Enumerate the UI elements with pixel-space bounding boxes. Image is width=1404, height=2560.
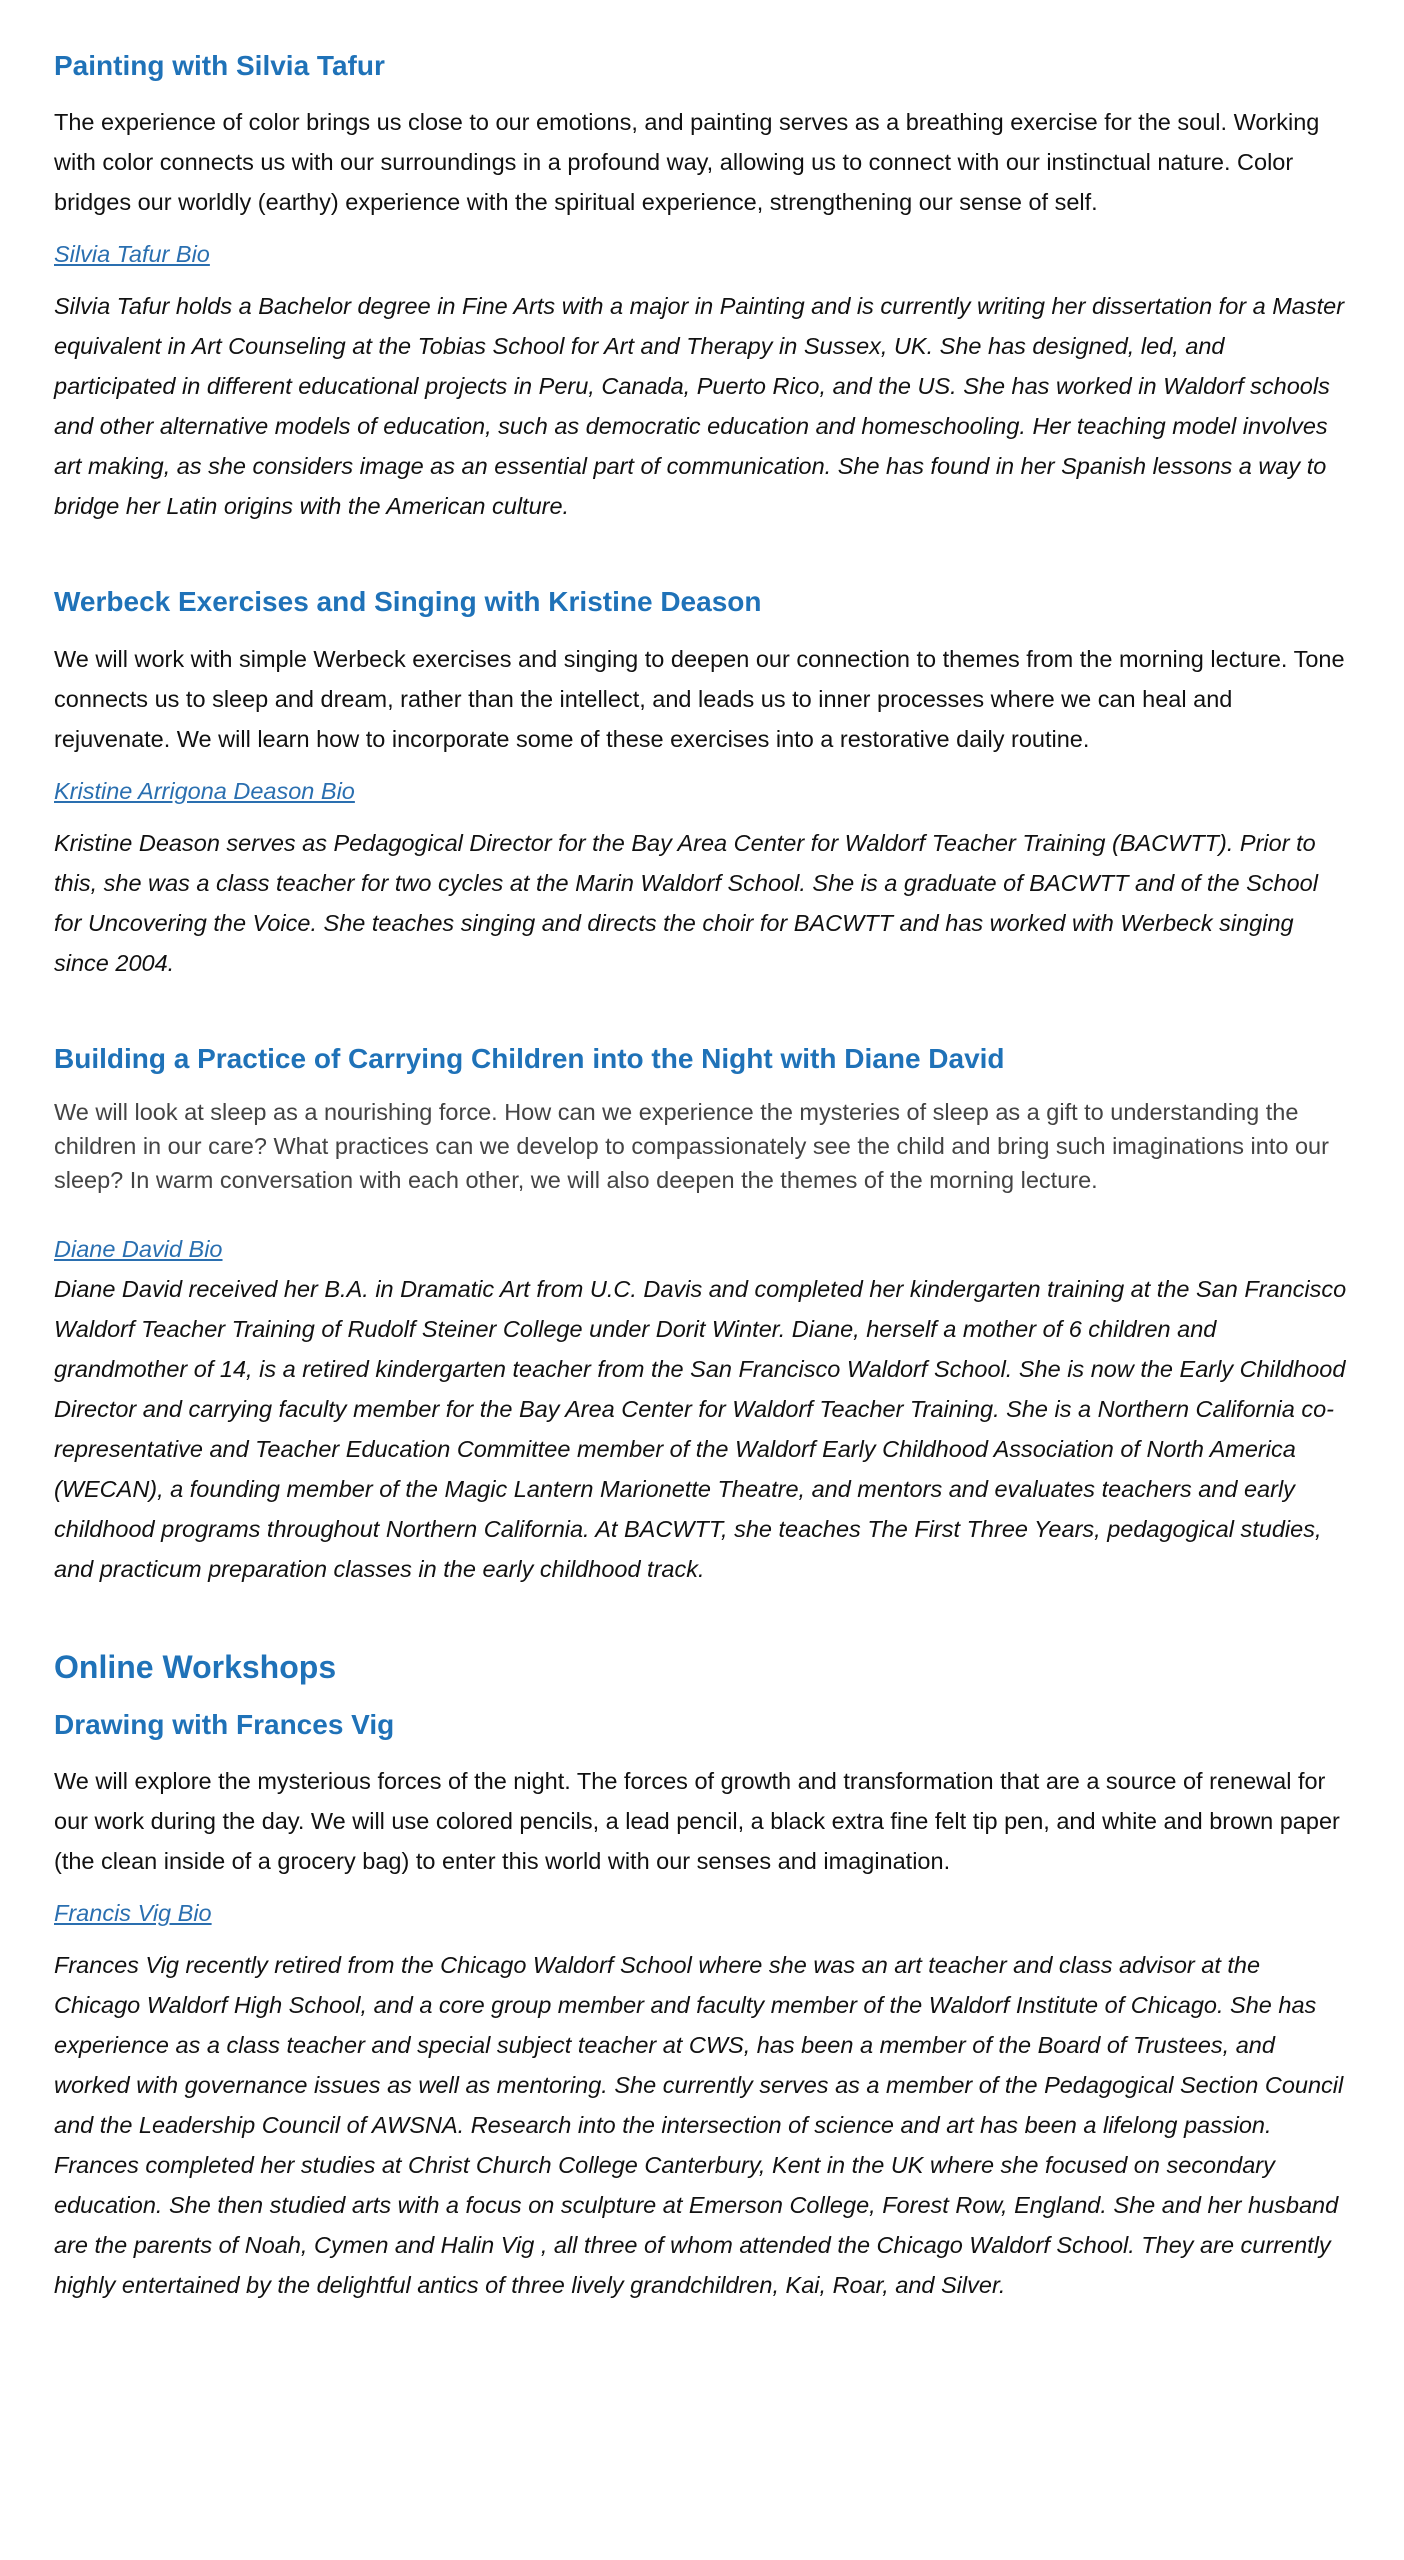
- section-description: We will work with simple Werbeck exercises and singing to deepen our connection to themes from the morning lecture. Tone connects us to sleep and dream, rather than the intellect, and leads us to inner processes where we can heal and rejuvenate. We will learn how to incorporate some of these exercises into a restorative daily routine.: [54, 645, 1345, 752]
- section-description: The experience of color brings us close to our emotions, and painting serves as a breathing exercise for the soul. Working with color connects us with our surroundings in a profound way, allowing us to connect with our instinctual nature. Color bridges our worldly (earthy) experience with the spiritual experience, strengthening our sense of self.: [54, 109, 1320, 216]
- section-carrying-children: [54, 1041, 1350, 1589]
- online-workshops-heading: Online Workshops: [54, 1649, 337, 1686]
- bio-text: Diane David received her B.A. in Dramatic Art from U.C. Davis and completed her kindergarten training at the San Francisco Waldorf Teacher Training of Rudolf Steiner College under Dorit Winter. Diane, herself a mother of 6 children and grandmother of 14, is a retired kindergarten teacher from the San Francisco Waldorf School. She is now the Early Childhood Director and carrying faculty member for the Bay Area Center for Waldorf Teacher Training. She is a Northern California co-representative and Teacher Education Committee member of the Waldorf Early Childhood Association of North America (WECAN), a founding member of the Magic Lantern Marionette Theatre, and mentors and evaluates teachers and early childhood programs throughout Northern California. At BACWTT, she teaches The First Three Years, pedagogical studies, and practicum preparation classes in the early childhood track.: [54, 1276, 1347, 1583]
- bio-link-frances-vig[interactable]: Francis Vig Bio: [54, 1900, 212, 1927]
- section-werbeck: [54, 584, 1350, 982]
- bio-link-diane-david[interactable]: Diane David Bio: [54, 1236, 223, 1263]
- bio-text: Silvia Tafur holds a Bachelor degree in Fine Arts with a major in Painting and is currently writing her dissertation for a Master equivalent in Art Counseling at the Tobias School for Art and Therapy in Sussex, UK. She has designed, led, and participated in different educational projects in Peru, Canada, Puerto Rico, and the US. She has worked in Waldorf schools and other alternative models of education, such as democratic education and homeschooling. Her teaching model involves art making, as she considers image as an essential part of communication. She has found in her Spanish lessons a way to bridge her Latin origins with the American culture.: [54, 293, 1345, 520]
- bio-link-silvia-tafur[interactable]: Silvia Tafur Bio: [54, 241, 210, 268]
- bio-text: Frances Vig recently retired from the Chicago Waldorf School where she was an art teacher and class advisor at the Chicago Waldorf High School, and a core group member and faculty member of the Waldorf Institute of Chicago. She has experience as a class teacher and special subject teacher at CWS, has been a member of the Board of Trustees, and worked with governance issues as well as mentoring. She currently serves as a member of the Pedagogical Section Council and the Leadership Council of AWSNA. Research into the intersection of science and art has been a lifelong passion. Frances completed her studies at Christ Church College Canterbury, Kent in the UK where she focused on secondary education. She then studied arts with a focus on sculpture at Emerson College, Forest Row, England. She and her husband are the parents of Noah, Cymen and Halin Vig , all three of whom attended the Chicago Waldorf School. They are currently highly entertained by the delightful antics of three lively grandchildren, Kai, Roar, and Silver.: [54, 1952, 1344, 2299]
- section-painting: [54, 48, 1350, 526]
- section-online-workshops: [54, 1647, 1350, 2305]
- section-title: Drawing with Frances Vig: [54, 1708, 395, 1740]
- section-title: Werbeck Exercises and Singing with Kristine Deason: [54, 586, 762, 618]
- bio-text: Kristine Deason serves as Pedagogical Director for the Bay Area Center for Waldorf Teacher Training (BACWTT). Prior to this, she was a class teacher for two cycles at the Marin Waldorf School. She is a graduate of BACWTT and of the School for Uncovering the Voice. She teaches singing and directs the choir for BACWTT and has worked with Werbeck singing since 2004.: [54, 829, 1318, 976]
- section-title: Painting with Silvia Tafur: [54, 50, 385, 81]
- section-description: We will look at sleep as a nourishing force. How can we experience the mysteries of sleep as a gift to understanding the children in our care? What practices can we develop to compassionately see the child and bring such imaginations into our sleep? In warm conversation with each other, we will also deepen the themes of the morning lecture.: [54, 1099, 1329, 1194]
- section-description: We will explore the mysterious forces of the night. The forces of growth and transformation that are a source of renewal for our work during the day. We will use colored pencils, a lead pencil, a black extra fine felt tip pen, and white and brown paper (the clean inside of a grocery bag) to enter this world with our senses and imagination.: [54, 1768, 1340, 1875]
- bio-link-kristine-deason[interactable]: Kristine Arrigona Deason Bio: [54, 777, 355, 804]
- section-title: Building a Practice of Carrying Children into the Night with Diane David: [54, 1042, 1005, 1074]
